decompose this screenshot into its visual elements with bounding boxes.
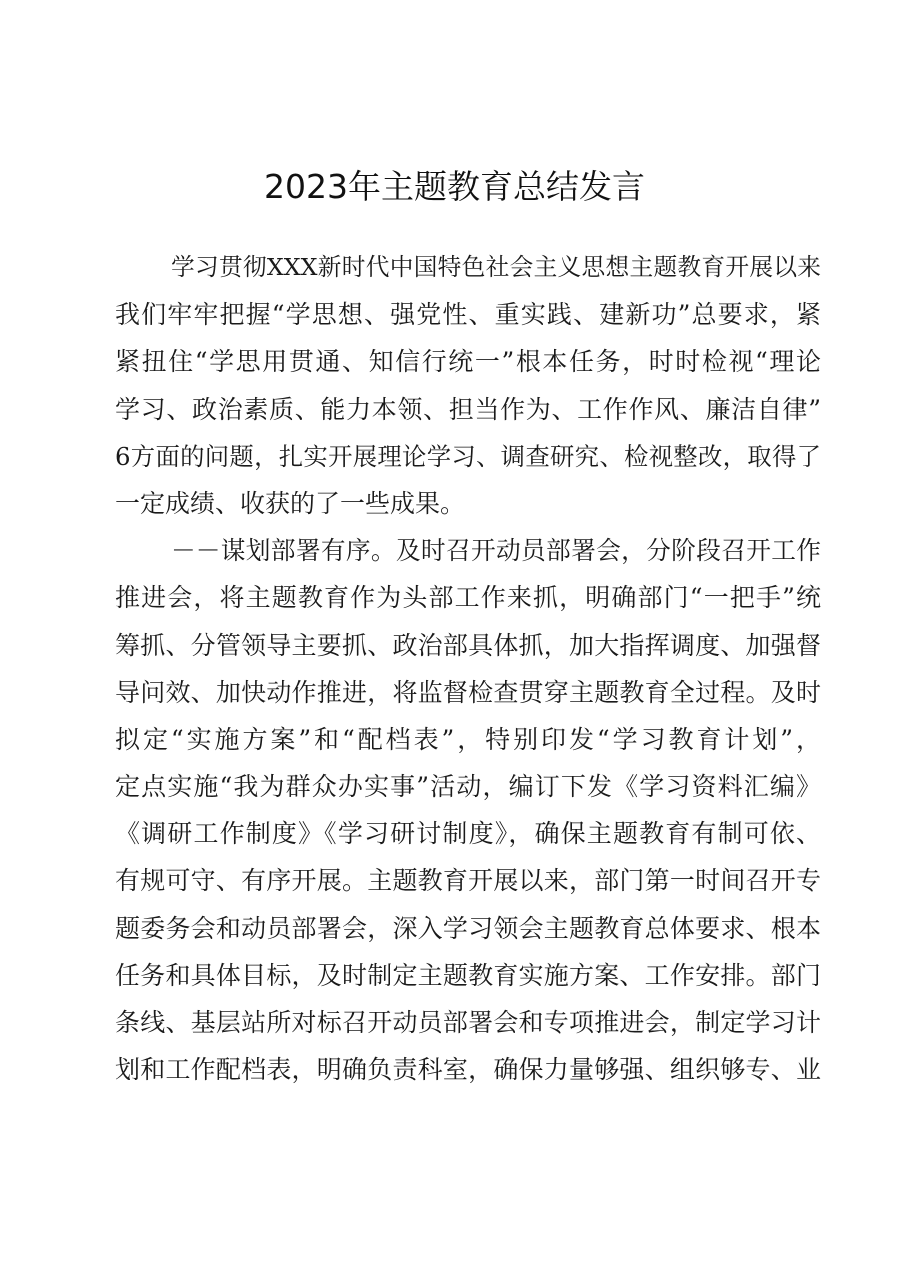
body-line: 6方面的问题，扎实开展理论学习、调查研究、检视整改，取得了 [115,441,821,471]
body-line: 题委务会和动员部署会，深入学习领会主题教育总体要求、根本 [115,913,821,943]
body-line: 划和工作配档表，明确负责科室，确保力量够强、组织够专、业 [115,1055,821,1085]
body-line: 定点实施“我为群众办实事”活动，编订下发《学习资料汇编》 [115,772,821,802]
body-line: 学习、政治素质、能力本领、担当作为、工作作风、廉洁自律” [115,394,821,424]
body-line: 《调研工作制度》《学习研讨制度》，确保主题教育有制可依、 [115,819,821,849]
body-line: 一定成绩、收获的了一些成果。 [115,488,466,518]
body-line: 紧扭住“学思用贯通、知信行统一”根本任务，时时检视“理论 [115,347,821,377]
body-line: －－谋划部署有序。及时召开动员部署会，分阶段召开工作 [171,536,821,566]
body-line: 学习贯彻XXX新时代中国特色社会主义思想主题教育开展以来 [171,253,821,281]
body-line: 拟定“实施方案”和“配档表”，特别印发“学习教育计划”， [115,724,821,754]
body-line: 导问效、加快动作推进，将监督检查贯穿主题教育全过程。及时 [115,677,821,707]
body-line: 筹抓、分管领导主要抓、政治部具体抓，加大指挥调度、加强督 [115,630,821,660]
document-body [115,244,821,1093]
document-title: 2023年主题教育总结发言 [264,167,645,206]
body-line: 条线、基层站所对标召开动员部署会和专项推进会，制定学习计 [115,1008,821,1037]
body-line: 推进会，将主题教育作为头部工作来抓，明确部门“一把手”统 [115,583,821,613]
body-line: 任务和具体目标，及时制定主题教育实施方案、工作安排。部门 [115,960,821,990]
body-line: 我们牢牢把握“学思想、强党性、重实践、建新功”总要求，紧 [115,300,821,330]
body-line: 有规可守、有序开展。主题教育开展以来，部门第一时间召开专 [115,866,821,896]
